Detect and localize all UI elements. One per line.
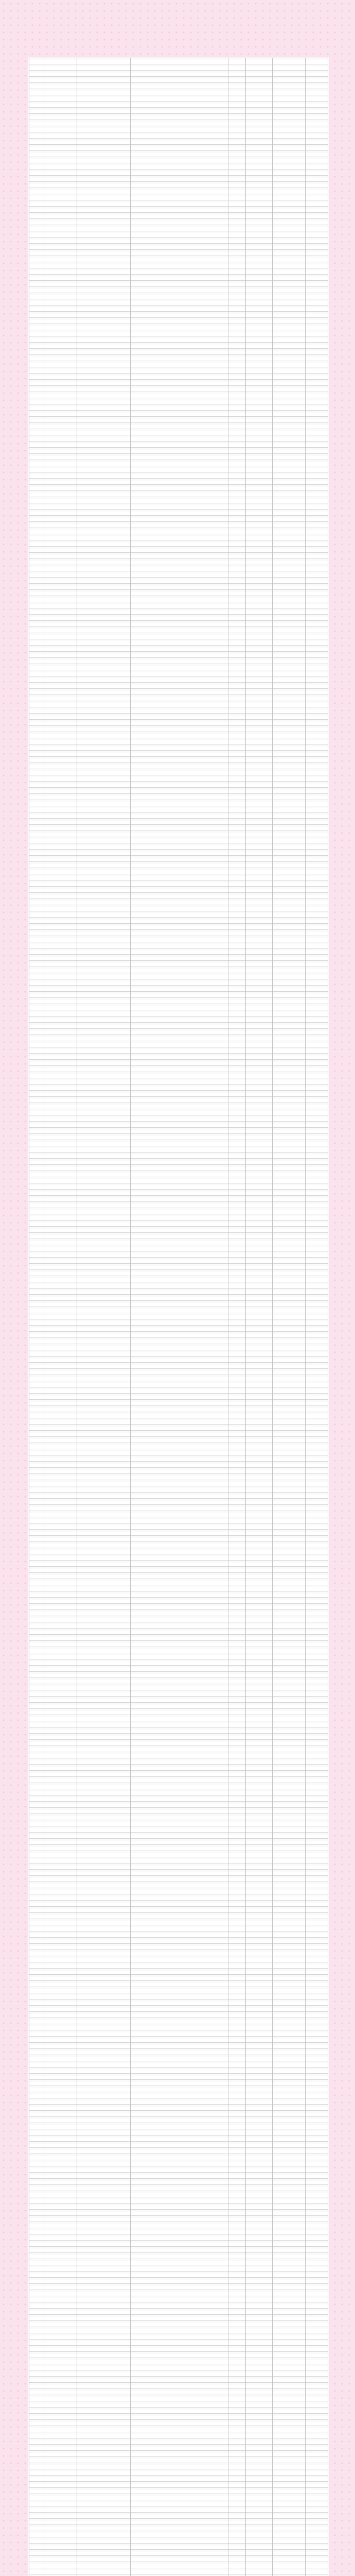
data-table-sheet	[29, 58, 328, 2576]
column-divider	[305, 58, 306, 2576]
column-divider	[245, 58, 246, 2576]
column-divider	[272, 58, 273, 2576]
column-divider	[130, 58, 131, 2576]
